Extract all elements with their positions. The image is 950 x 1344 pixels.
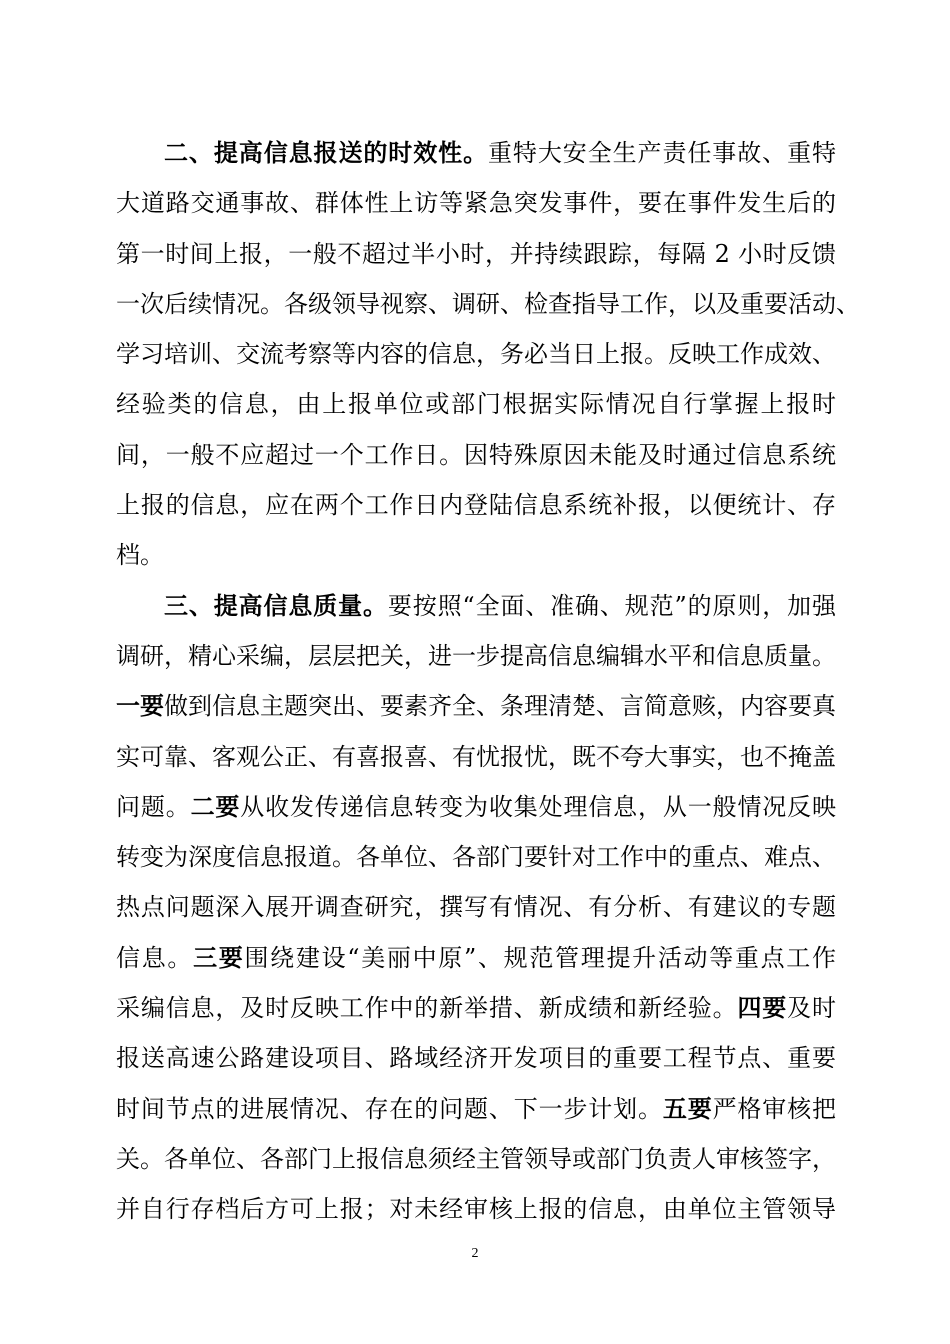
document-page (116, 128, 860, 1235)
text-run: 严格审核把 (712, 1094, 837, 1123)
text-run: 重特大安全生产责任事故、重特 (488, 139, 836, 167)
keyword: 二要 (190, 791, 241, 821)
keyword: 三要 (193, 942, 245, 972)
text-line: 转变为深度信息报道。各单位、各部门要针对工作中的重点、难点、 (116, 843, 836, 872)
text-line: 并自行存档后方可上报；对未经审核上报的信息，由单位主管领导 (116, 1195, 836, 1224)
text-run: 及时 (787, 994, 837, 1023)
text-run: 要按照“全面、准确、规范”的原则，加强 (387, 591, 837, 620)
text-run: 时间节点的进展情况、存在的问题、下一步计划。 (116, 1094, 663, 1123)
text-line: 学习培训、交流考察等内容的信息，务必当日上报。反映工作成效、 (116, 340, 836, 369)
section-heading: 二、提高信息报送的时效性。 (164, 138, 488, 167)
text-line (116, 983, 836, 1033)
text-run: 围绕建设“美丽中原”、规范管理提升活动等重点工作 (244, 943, 837, 972)
text-line: 调研，精心采编，层层把关，进一步提高信息编辑水平和信息质量。 (116, 641, 836, 670)
text-run: 采编信息，及时反映工作中的新举措、新成绩和新经验。 (116, 994, 738, 1023)
text-run: 做到信息主题突出、要素齐全、条理清楚、言简意赅，内容要真 (164, 692, 836, 721)
keyword: 四要 (737, 993, 788, 1023)
text-run: 从收发传递信息转变为收集处理信息，从一般情况反映 (240, 792, 837, 821)
text-run: 问题。 (116, 792, 191, 821)
text-line (116, 1084, 836, 1134)
text-line (116, 128, 836, 178)
text-line (116, 933, 836, 983)
text-line: 大道路交通事故、群体性上访等紧急突发事件，要在事件发生后的 (116, 189, 836, 218)
text-line: 档。 (116, 541, 164, 570)
text-line: 一次后续情况。各级领导视察、调研、检查指导工作，以及重要活动、 (116, 289, 860, 318)
keyword: 五要 (662, 1093, 713, 1123)
text-line: 上报的信息，应在两个工作日内登陆信息系统补报，以便统计、存 (116, 491, 836, 520)
page-number: 2 (471, 1246, 479, 1261)
text-line: 经验类的信息，由上报单位或部门根据实际情况自行掌握上报时 (116, 390, 836, 419)
text-line: 报送高速公路建设项目、路域经济开发项目的重要工程节点、重要 (116, 1044, 836, 1073)
text-run: 信息。 (116, 943, 194, 972)
text-line: 实可靠、客观公正、有喜报喜、有忧报忧，既不夸大事实，也不掩盖 (116, 742, 836, 771)
section-heading: 三、提高信息质量。 (164, 590, 388, 620)
text-line: 关。各单位、各部门上报信息须经主管领导或部门负责人审核签字， (116, 1144, 836, 1173)
text-line (116, 782, 836, 832)
text-line (116, 681, 836, 731)
keyword: 一要 (116, 691, 164, 721)
text-line (116, 581, 836, 631)
text-line: 热点问题深入展开调查研究，撰写有情况、有分析、有建议的专题 (116, 893, 836, 922)
text-line: 间，一般不应超过一个工作日。因特殊原因未能及时通过信息系统 (116, 440, 836, 469)
text-line: 第一时间上报，一般不超过半小时，并持续跟踪，每隔 2 小时反馈 (116, 239, 836, 268)
